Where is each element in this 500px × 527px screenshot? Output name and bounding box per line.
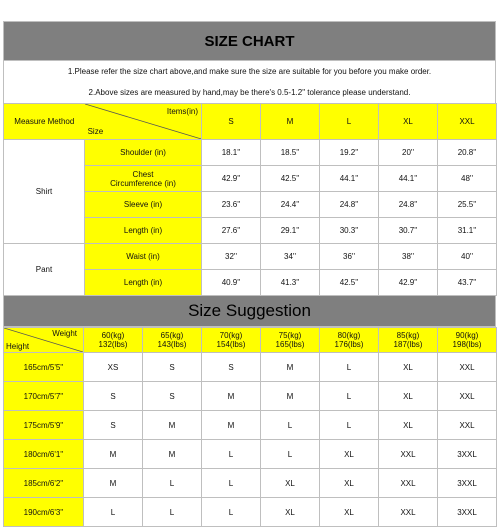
page-title: SIZE CHART: [3, 21, 496, 61]
suggested-size: M: [84, 440, 143, 469]
measurement-value: 32'': [202, 244, 261, 270]
measurement-label: Chest Circumference (in): [85, 166, 202, 192]
suggested-size: 3XXL: [438, 498, 497, 527]
measurement-value: 42.9'': [379, 270, 438, 296]
size-chart-table: [3, 103, 497, 296]
measurement-value: 40'': [438, 244, 497, 270]
height-label-cell: 175cm/5'9'': [4, 411, 84, 440]
measurement-label: Waist (in): [85, 244, 202, 270]
size-header: S: [202, 104, 261, 140]
suggested-size: XXL: [438, 353, 497, 382]
measurement-label: Length (in): [85, 218, 202, 244]
size-header: L: [320, 104, 379, 140]
weight-kg: 80(kg): [337, 331, 361, 340]
weight-kg: 90(kg): [455, 331, 479, 340]
size-label: Size: [87, 127, 104, 136]
suggested-size: XXL: [438, 382, 497, 411]
weight-header: [379, 328, 438, 353]
suggested-size: M: [202, 411, 261, 440]
measurement-value: 36'': [320, 244, 379, 270]
note-2: 2.Above sizes are measured by hand,may be there's 0.5-1.2" tolerance please understand.: [88, 88, 411, 97]
items-size-diagonal-cell: [85, 104, 201, 139]
suggested-size: XL: [320, 469, 379, 498]
suggestion-row: [4, 411, 497, 440]
measurement-value: 44.1'': [379, 166, 438, 192]
size-header: M: [261, 104, 320, 140]
suggested-size: M: [143, 440, 202, 469]
measurement-label: Length (in): [85, 270, 202, 296]
suggestion-row: [4, 382, 497, 411]
suggested-size: S: [202, 353, 261, 382]
suggestion-row: [4, 498, 497, 527]
suggested-size: L: [261, 411, 320, 440]
weight-header: [84, 328, 143, 353]
suggested-size: XXL: [438, 411, 497, 440]
size-header: XL: [379, 104, 438, 140]
suggested-size: M: [261, 382, 320, 411]
suggested-size: L: [320, 411, 379, 440]
measure-method-label: Measure Method: [14, 117, 75, 126]
suggested-size: S: [143, 353, 202, 382]
suggestion-row: [4, 469, 497, 498]
weight-header: [438, 328, 497, 353]
height-label-cell: 185cm/6'2'': [4, 469, 84, 498]
measurement-value: 18.1'': [202, 140, 261, 166]
suggested-size: L: [320, 353, 379, 382]
suggested-size: XL: [261, 469, 320, 498]
suggestion-row: [4, 353, 497, 382]
measurement-value: 48'': [438, 166, 497, 192]
measure-method-header: [4, 104, 202, 140]
suggested-size: XL: [379, 411, 438, 440]
measurement-label: Shoulder (in): [85, 140, 202, 166]
suggested-size: L: [84, 498, 143, 527]
height-label-cell: 165cm/5'5'': [4, 353, 84, 382]
measurement-value: 41.3'': [261, 270, 320, 296]
measurement-value: 29.1'': [261, 218, 320, 244]
weight-label: Weight: [52, 329, 77, 338]
suggested-size: L: [261, 440, 320, 469]
measurement-value: 42.5'': [261, 166, 320, 192]
measurement-value: 30.3'': [320, 218, 379, 244]
suggested-size: 3XXL: [438, 440, 497, 469]
measurement-value: 42.5'': [320, 270, 379, 296]
suggested-size: M: [143, 411, 202, 440]
suggested-size: XS: [84, 353, 143, 382]
garment-label: Pant: [4, 244, 85, 296]
measurement-value: 40.9'': [202, 270, 261, 296]
note-1: 1.Please refer the size chart above,and make sure the size are suitable for you before you make order.: [67, 67, 432, 76]
weight-kg: 85(kg): [396, 331, 420, 340]
measurement-value: 20.8'': [438, 140, 497, 166]
height-label-cell: 170cm/5'7'': [4, 382, 84, 411]
weight-header: [261, 328, 320, 353]
measurement-value: 24.8'': [320, 192, 379, 218]
suggested-size: L: [202, 498, 261, 527]
measurement-value: 30.7'': [379, 218, 438, 244]
measurement-value: 18.5'': [261, 140, 320, 166]
weight-kg: 75(kg): [278, 331, 302, 340]
suggested-size: S: [84, 411, 143, 440]
measurement-value: 27.6'': [202, 218, 261, 244]
size-header: XXL: [438, 104, 497, 140]
measurement-value: 24.4'': [261, 192, 320, 218]
suggested-size: XXL: [379, 440, 438, 469]
measurement-label: Sleeve (in): [85, 192, 202, 218]
measurement-value: 31.1'': [438, 218, 497, 244]
suggested-size: XXL: [379, 469, 438, 498]
measurement-value: 34'': [261, 244, 320, 270]
suggested-size: L: [202, 440, 261, 469]
weight-lbs: 176(lbs): [334, 340, 364, 349]
suggested-size: XL: [261, 498, 320, 527]
measurement-value: 24.8'': [379, 192, 438, 218]
suggested-size: L: [202, 469, 261, 498]
suggested-size: M: [261, 353, 320, 382]
measurement-value: 23.6'': [202, 192, 261, 218]
weight-lbs: 187(lbs): [393, 340, 423, 349]
measurement-value: 42.9'': [202, 166, 261, 192]
suggested-size: XL: [320, 440, 379, 469]
weight-header: [202, 328, 261, 353]
weight-lbs: 165(lbs): [275, 340, 305, 349]
suggested-size: XXL: [379, 498, 438, 527]
notes: [3, 61, 496, 103]
suggested-size: M: [84, 469, 143, 498]
suggested-size: XL: [320, 498, 379, 527]
height-label-cell: 180cm/6'1'': [4, 440, 84, 469]
suggested-size: XL: [379, 353, 438, 382]
suggested-size: L: [320, 382, 379, 411]
suggested-size: M: [202, 382, 261, 411]
weight-lbs: 198(lbs): [452, 340, 482, 349]
size-suggestion-title: Size Suggestion: [3, 296, 496, 327]
weight-kg: 65(kg): [160, 331, 184, 340]
height-label-cell: 190cm/6'3'': [4, 498, 84, 527]
height-label: Height: [6, 342, 30, 351]
size-suggestion-table: [3, 327, 497, 527]
measurement-row: [4, 140, 497, 166]
suggestion-row: [4, 440, 497, 469]
measurement-value: 43.7'': [438, 270, 497, 296]
suggested-size: S: [143, 382, 202, 411]
suggested-size: L: [143, 498, 202, 527]
suggested-size: 3XXL: [438, 469, 497, 498]
measurement-value: 25.5'': [438, 192, 497, 218]
measurement-value: 20'': [379, 140, 438, 166]
suggested-size: L: [143, 469, 202, 498]
suggested-size: XL: [379, 382, 438, 411]
weight-lbs: 143(lbs): [157, 340, 187, 349]
suggested-size: S: [84, 382, 143, 411]
weight-lbs: 132(lbs): [98, 340, 128, 349]
weight-lbs: 154(lbs): [216, 340, 246, 349]
measurement-value: 38'': [379, 244, 438, 270]
weight-height-diagonal-cell: [4, 328, 84, 353]
measurement-value: 19.2'': [320, 140, 379, 166]
size-chart-sheet: [3, 21, 496, 527]
measurement-row: [4, 244, 497, 270]
weight-header: [143, 328, 202, 353]
weight-kg: 70(kg): [219, 331, 243, 340]
weight-kg: 60(kg): [101, 331, 125, 340]
measurement-value: 44.1'': [320, 166, 379, 192]
weight-header: [320, 328, 379, 353]
garment-label: Shirt: [4, 140, 85, 244]
items-label: Items(in): [166, 107, 198, 116]
